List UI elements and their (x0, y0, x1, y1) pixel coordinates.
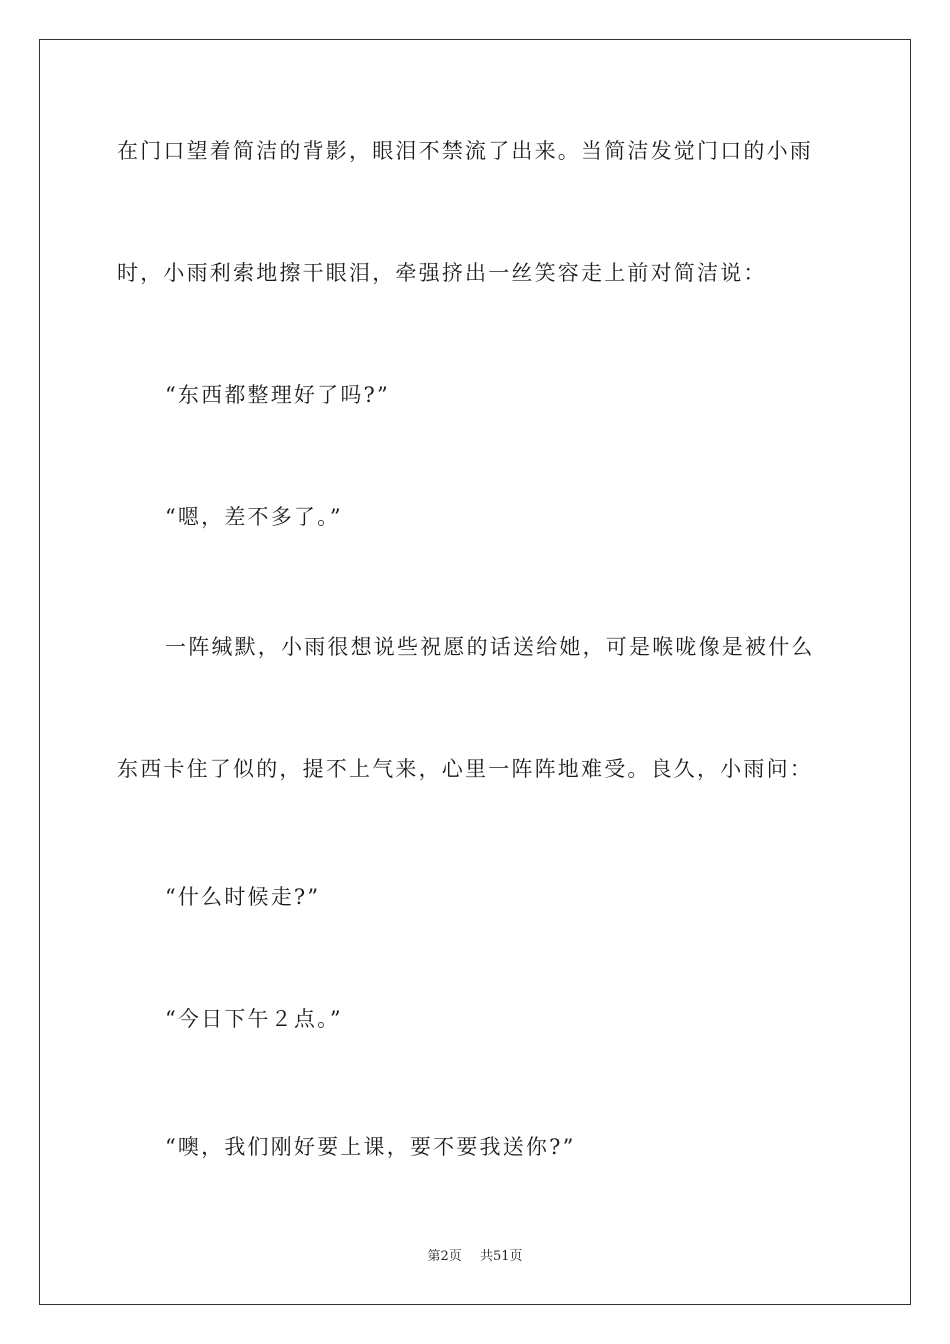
paragraph-line: 东西卡住了似的，提不上气来，心里一阵阵地难受。良久，小雨问： (117, 757, 813, 781)
paragraph-line: 在门口望着简洁的背影，眼泪不禁流了出来。当简洁发觉门口的小雨 (117, 139, 813, 163)
dialogue-line: “嗯，差不多了。” (165, 505, 343, 529)
page-border (39, 39, 911, 1305)
paragraph-line: 时，小雨利索地擦干眼泪，牵强挤出一丝笑容走上前对简洁说： (117, 261, 767, 285)
page-total: 共51页 (479, 1249, 523, 1264)
paragraph-line: 一阵缄默，小雨很想说些祝愿的话送给她，可是喉咙像是被什么 (165, 635, 815, 659)
dialogue-line: “今日下午２点。” (165, 1007, 343, 1031)
page-footer (0, 1245, 950, 1264)
dialogue-line: “东西都整理好了吗?” (165, 383, 390, 407)
dialogue-line: “什么时候走?” (165, 885, 321, 909)
dialogue-line: “噢，我们刚好要上课，要不要我送你?” (165, 1135, 576, 1159)
page-number: 第2页 (427, 1249, 462, 1264)
